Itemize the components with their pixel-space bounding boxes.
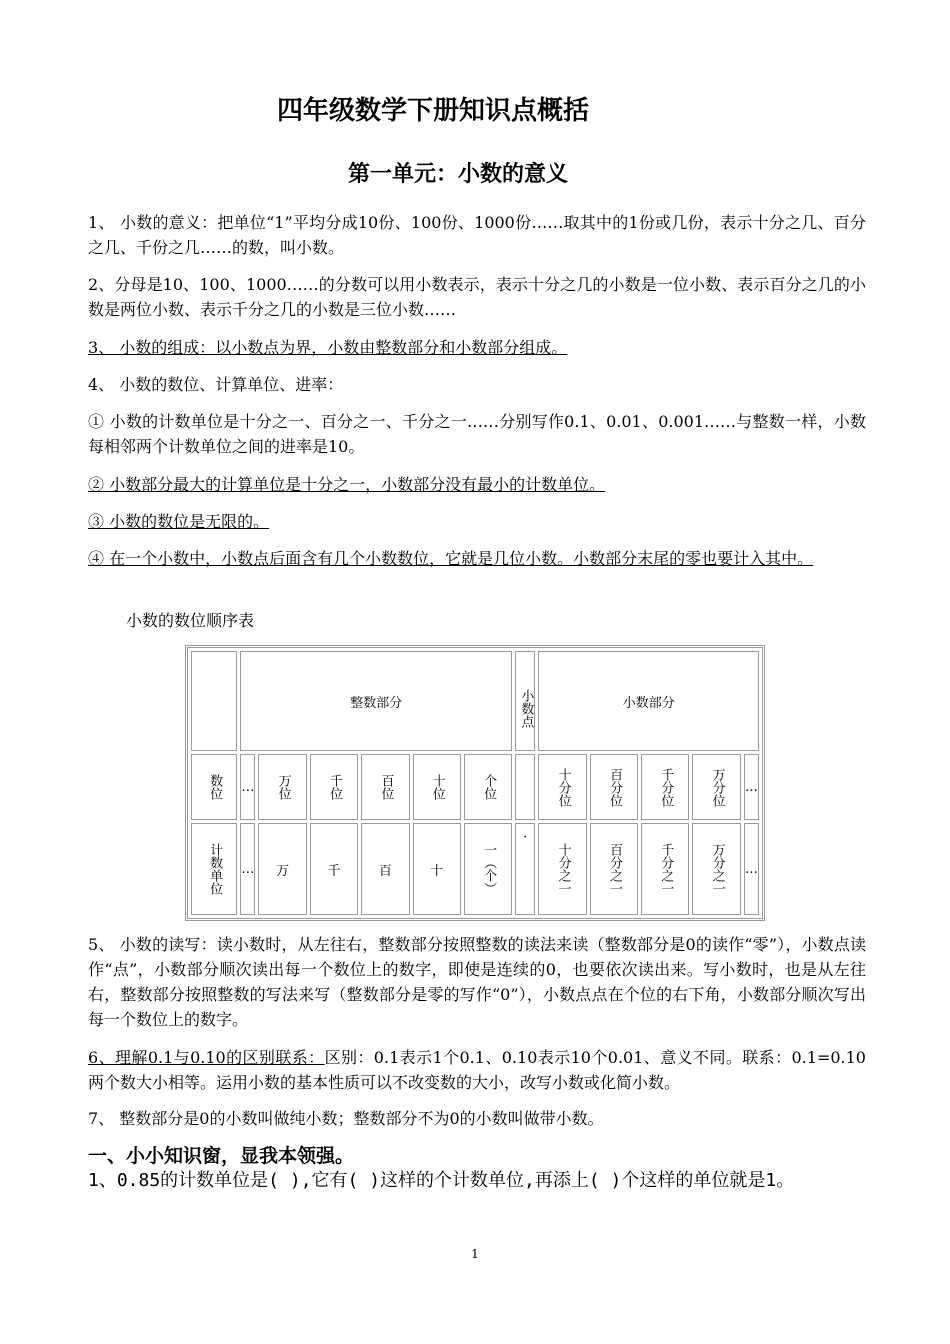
unit-cell: 万 xyxy=(258,823,306,915)
point-4-heading: 4、 小数的数位、计算单位、进率： xyxy=(88,375,344,394)
unit-ellipsis-left: … xyxy=(240,823,255,915)
point-6-underlined: 6、理解0.1与0.10的区别联系： xyxy=(88,1048,325,1067)
point-1-definition: 1、 小数的意义：把单位“1”平均分成10份、100份、1000份……取其中的1份或几份，表示十分之几、百分之几、千份之几……的数，叫小数。 xyxy=(88,213,866,257)
place-cell: 十位 xyxy=(413,754,461,820)
place-value-table xyxy=(185,645,765,921)
place-ellipsis-right: … xyxy=(744,754,759,820)
place-cell: 万分位 xyxy=(692,754,740,820)
unit-cell: 千分之一 xyxy=(641,823,689,915)
place-cell: 千位 xyxy=(310,754,358,820)
place-ellipsis-left: … xyxy=(240,754,255,820)
document-title: 四年级数学下册知识点概括 xyxy=(276,96,589,126)
place-row xyxy=(191,754,759,820)
place-cell: 百位 xyxy=(361,754,409,820)
unit-cell: 十分之一 xyxy=(538,823,586,915)
point-4-item-1: ① 小数的计数单位是十分之一、百分之一、千分之一……分别写作0.1、0.01、0.001……与整数一样，小数每相邻两个计数单位之间的进率是10。 xyxy=(88,412,866,456)
decimal-point-column xyxy=(515,754,535,820)
unit-cell: 万分之一 xyxy=(692,823,740,915)
unit-cell: 百分之一 xyxy=(590,823,638,915)
integer-part-header: 整数部分 xyxy=(240,651,512,751)
place-cell: 个位 xyxy=(464,754,512,820)
point-6-difference xyxy=(88,1045,866,1095)
decimal-part-header: 小数部分 xyxy=(538,651,759,751)
row-label-place: 数位 xyxy=(191,754,237,820)
unit-cell: 百 xyxy=(361,823,409,915)
exercise-question-1: 1、0.85的计数单位是( ),它有( )这样的个计数单位,再添上( )个这样的单位就是1。 xyxy=(88,1170,795,1191)
row-label-unit: 计数单位 xyxy=(191,823,237,915)
table-caption: 小数的数位顺序表 xyxy=(126,611,255,630)
unit-cell: 一（个） xyxy=(464,823,512,915)
place-cell: 千分位 xyxy=(641,754,689,820)
point-4-item-2: ② 小数部分最大的计算单位是十分之一，小数部分没有最小的计数单位。 xyxy=(88,475,606,494)
point-7-pure-mixed: 7、 整数部分是0的小数叫做纯小数；整数部分不为0的小数叫做带小数。 xyxy=(88,1109,604,1128)
unit-title: 第一单元：小数的意义 xyxy=(347,161,568,187)
place-cell: 十分位 xyxy=(538,754,586,820)
point-3-composition: 3、 小数的组成：以小数点为界，小数由整数部分和小数部分组成。 xyxy=(88,338,568,357)
decimal-point-dot: · xyxy=(515,823,535,915)
corner-cell xyxy=(191,651,237,751)
table-header-row xyxy=(191,651,759,751)
unit-row xyxy=(191,823,759,915)
decimal-point-header: 小数点 xyxy=(515,651,535,751)
point-6-rest: 区别：0.1表示1个0.1、0.10表示10个0.01、意义不同。联系：0.1=0.10两个数大小相等。运用小数的基本性质可以不改变数的大小，改写小数或化简小数。 xyxy=(88,1048,866,1092)
page-number: 1 xyxy=(471,1247,479,1261)
unit-ellipsis-right: … xyxy=(744,823,759,915)
exercise-heading: 一、小小知识窗，显我本领强。 xyxy=(88,1145,355,1167)
place-cell: 万位 xyxy=(258,754,306,820)
place-cell: 百分位 xyxy=(590,754,638,820)
point-2-fractions: 2、分母是10、100、1000……的分数可以用小数表示，表示十分之几的小数是一位小数、表示百分之几的小数是两位小数、表示千分之几的小数是三位小数…… xyxy=(88,275,866,319)
point-5-read-write: 5、 小数的读写：读小数时，从左往右，整数部分按照整数的读法来读（整数部分是0的读作“零”），小数点读作“点”，小数部分顺次读出每一个数位上的数字，即使是连续的0，也要依次读出来。写小数时，也是从左往右，整数部分按照整数的写法来写（整数部分是零的写作“0”），小数点点在个位的右下角，小数部分顺次写出每一个数位上的数字。 xyxy=(88,935,866,1029)
point-4-item-3: ③ 小数的数位是无限的。 xyxy=(88,512,270,531)
point-4-item-4: ④ 在一个小数中，小数点后面含有几个小数数位，它就是几位小数。小数部分末尾的零也要计入其中。 xyxy=(88,549,814,568)
unit-cell: 十 xyxy=(413,823,461,915)
unit-cell: 千 xyxy=(310,823,358,915)
